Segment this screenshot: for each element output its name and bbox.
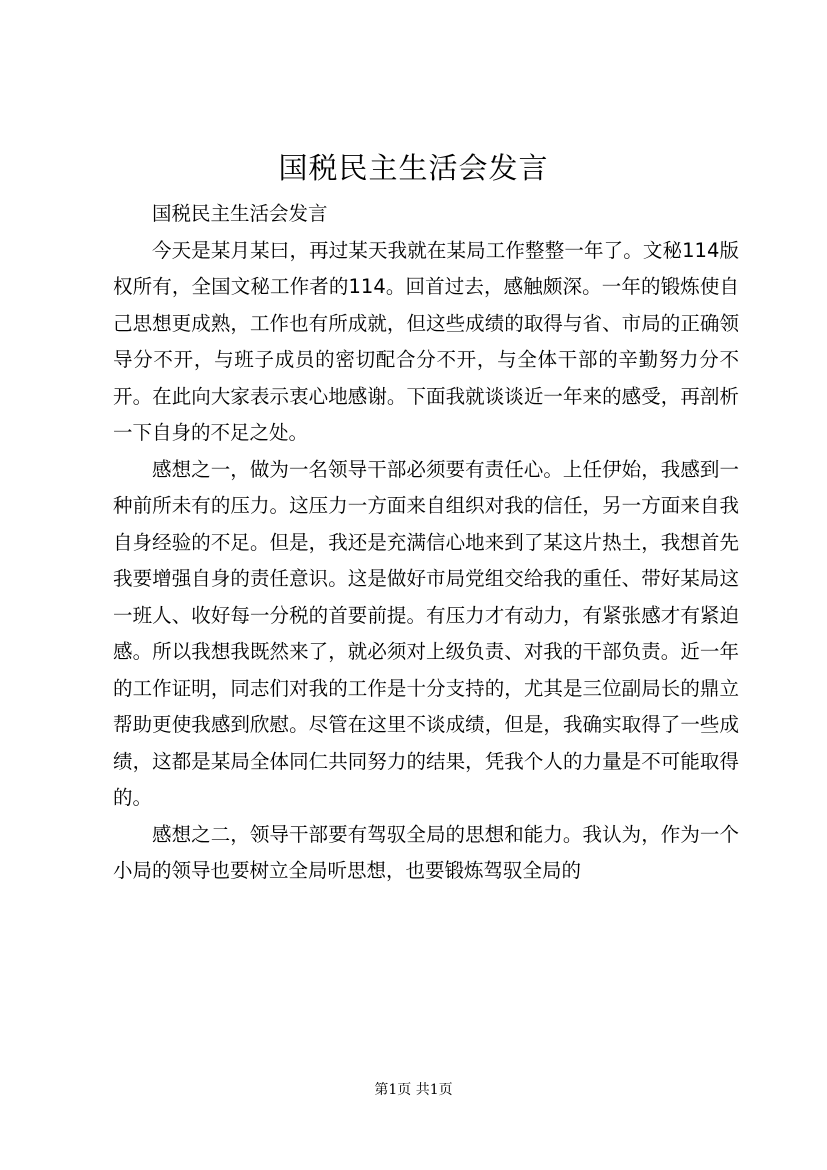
paragraph-3: 感想之二，领导干部要有驾驭全局的思想和能力。我认为，作为一个小局的领导也要树立全局听思想，也要锻炼驾驭全局的 <box>113 822 739 882</box>
page-title: 国税民主生活会发言 <box>278 151 549 185</box>
document-body <box>113 196 739 890</box>
page-footer: 第1页 共1页 <box>374 1082 453 1098</box>
paragraph-2: 感想之一，做为一名领导干部必须要有责任心。上任伊始，我感到一种前所未有的压力。这压力一方面来自组织对我的信任，另一方面来自我自身经验的不足。但是，我还是充满信心地来到了某这片热土，我想首先我要增强自身的责任意识。这是做好市局党组交给我的重任、带好某局这一班人、收好每一分税的首要前提。有压力才有动力，有紧张感才有紧迫感。所以我想我既然来了，就必须对上级负责、对我的干部负责。近一年的工作证明，同志们对我的工作是十分支持的，尤其是三位副局长的鼎立帮助更使我感到欣慰。尽管在这里不谈成绩，但是，我确实取得了一些成绩，这都是某局全体同仁共同努力的结果，凭我个人的力量是不可能取得的。 <box>113 457 739 809</box>
document-subtitle: 国税民主生活会发言 <box>152 202 328 225</box>
paragraph-1: 今天是某月某曰，再过某天我就在某局工作整整一年了。文秘114版权所有，全国文秘工作者的114。回首过去，感触颇深。一年的锻炼使自己思想更成熟，工作也有所成就，但这些成绩的取得与省、市局的正确领导分不开，与班子成员的密切配合分不开，与全体干部的辛勤努力分不开。在此向大家表示衷心地感谢。下面我就谈谈近一年来的感受，再剖析一下自身的不足之处。 <box>113 238 739 444</box>
